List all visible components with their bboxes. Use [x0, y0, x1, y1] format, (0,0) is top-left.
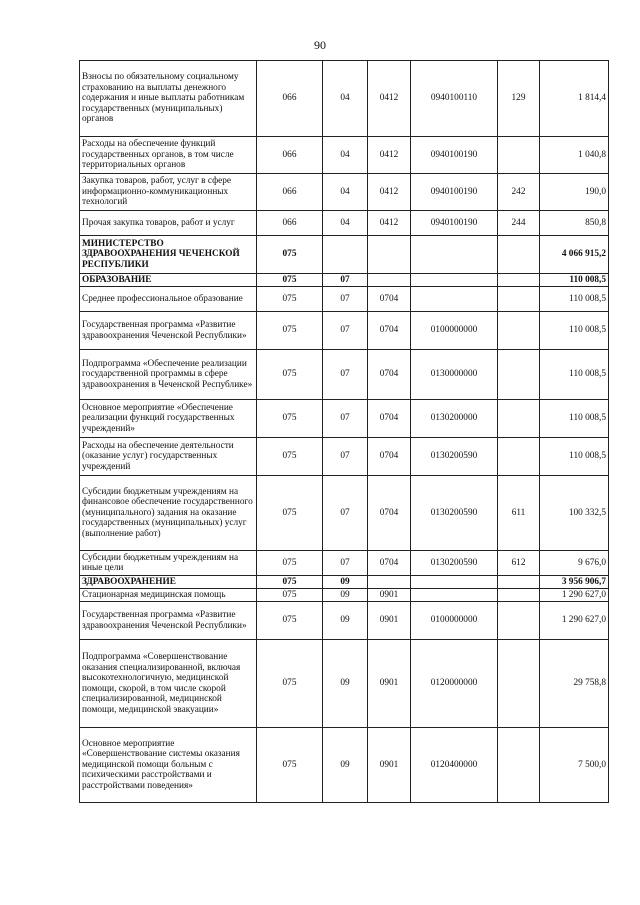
row-subsection-code: 0412	[368, 137, 411, 174]
row-expense-type-code	[498, 576, 540, 589]
row-subsection-code: 0901	[368, 728, 411, 803]
row-expense-type-code	[498, 274, 540, 287]
row-name: Прочая закупка товаров, работ и услуг	[80, 211, 257, 236]
row-amount: 1 814,4	[540, 61, 609, 137]
row-section-code: 04	[323, 211, 368, 236]
row-article-code: 0940100110	[411, 61, 498, 137]
row-article-code: 0130200590	[411, 476, 498, 551]
row-expense-type-code	[498, 312, 540, 350]
row-amount: 7 500,0	[540, 728, 609, 803]
row-article-code: 0120000000	[411, 640, 498, 728]
row-name: Государственная программа «Развитие здравоохранения Чеченской Республики»	[80, 602, 257, 640]
table-row	[80, 400, 609, 438]
row-name: Среднее профессиональное образование	[80, 287, 257, 312]
row-expense-type-code	[498, 400, 540, 438]
row-name: Субсидии бюджетным учреждениям на финансовое обеспечение государственного (муниципального) задания на оказание государственных (муниципальных) услуг (выполнение работ)	[80, 476, 257, 551]
row-expense-type-code	[498, 137, 540, 174]
row-ministry-code: 075	[257, 400, 323, 438]
row-name: Подпрограмма «Обеспечение реализации государственной программы в сфере здравоохранения в Чеченской Республике»	[80, 350, 257, 400]
row-article-code	[411, 274, 498, 287]
row-name: Взносы по обязательному социальному страхованию на выплаты денежного содержания и иные выплаты работникам государственных (муниципальных) органов	[80, 61, 257, 137]
row-amount: 9 676,0	[540, 551, 609, 576]
row-expense-type-code: 129	[498, 61, 540, 137]
table-row	[80, 640, 609, 728]
row-name: Субсидии бюджетным учреждениям на иные цели	[80, 551, 257, 576]
table-row	[80, 350, 609, 400]
row-subsection-code: 0412	[368, 61, 411, 137]
row-article-code: 0130000000	[411, 350, 498, 400]
table-row	[80, 438, 609, 476]
row-subsection-code: 0901	[368, 602, 411, 640]
row-section-code: 07	[323, 438, 368, 476]
row-amount: 100 332,5	[540, 476, 609, 551]
row-ministry-code: 075	[257, 438, 323, 476]
row-expense-type-code	[498, 236, 540, 274]
table-row	[80, 211, 609, 236]
row-article-code: 0100000000	[411, 602, 498, 640]
row-expense-type-code	[498, 350, 540, 400]
row-article-code	[411, 287, 498, 312]
row-expense-type-code: 242	[498, 174, 540, 211]
row-subsection-code	[368, 236, 411, 274]
row-name: Закупка товаров, работ, услуг в сфере информационно-коммуникационных технологий	[80, 174, 257, 211]
row-ministry-code: 075	[257, 576, 323, 589]
table-row	[80, 728, 609, 803]
row-section-code: 07	[323, 400, 368, 438]
row-subsection-code: 0901	[368, 589, 411, 602]
row-name: ОБРАЗОВАНИЕ	[80, 274, 257, 287]
row-article-code: 0940100190	[411, 211, 498, 236]
row-ministry-code: 075	[257, 312, 323, 350]
table-row	[80, 476, 609, 551]
row-amount: 110 008,5	[540, 312, 609, 350]
row-ministry-code: 075	[257, 476, 323, 551]
row-section-code: 07	[323, 350, 368, 400]
table-row	[80, 312, 609, 350]
row-subsection-code	[368, 274, 411, 287]
row-article-code: 0940100190	[411, 174, 498, 211]
table-row	[80, 236, 609, 274]
table-row	[80, 61, 609, 137]
row-ministry-code: 075	[257, 589, 323, 602]
row-section-code: 07	[323, 476, 368, 551]
row-amount: 110 008,5	[540, 400, 609, 438]
row-ministry-code: 066	[257, 211, 323, 236]
row-ministry-code: 066	[257, 174, 323, 211]
row-expense-type-code	[498, 589, 540, 602]
row-amount: 4 066 915,2	[540, 236, 609, 274]
row-article-code: 0130200000	[411, 400, 498, 438]
row-expense-type-code: 244	[498, 211, 540, 236]
row-subsection-code: 0704	[368, 476, 411, 551]
row-expense-type-code	[498, 438, 540, 476]
row-section-code: 09	[323, 589, 368, 602]
row-expense-type-code: 612	[498, 551, 540, 576]
row-article-code: 0940100190	[411, 137, 498, 174]
row-amount: 110 008,5	[540, 287, 609, 312]
row-amount: 1 290 627,0	[540, 589, 609, 602]
row-section-code: 09	[323, 602, 368, 640]
row-expense-type-code: 611	[498, 476, 540, 551]
row-amount: 110 008,5	[540, 274, 609, 287]
row-name: Расходы на обеспечение деятельности (оказание услуг) государственных учреждений	[80, 438, 257, 476]
row-section-code: 07	[323, 274, 368, 287]
row-name: ЗДРАВООХРАНЕНИЕ	[80, 576, 257, 589]
row-article-code	[411, 589, 498, 602]
row-subsection-code: 0704	[368, 400, 411, 438]
page-number: 90	[314, 38, 326, 52]
row-subsection-code: 0704	[368, 287, 411, 312]
row-article-code: 0130200590	[411, 438, 498, 476]
row-name: Государственная программа «Развитие здравоохранения Чеченской Республики»	[80, 312, 257, 350]
row-section-code: 07	[323, 287, 368, 312]
row-article-code: 0120400000	[411, 728, 498, 803]
table-row	[80, 287, 609, 312]
budget-table	[79, 60, 609, 803]
row-name: Основное мероприятие «Обеспечение реализации функций государственных учреждений»	[80, 400, 257, 438]
row-ministry-code: 066	[257, 61, 323, 137]
row-subsection-code: 0704	[368, 551, 411, 576]
row-name: Подпрограмма «Совершенствование оказания специализированной, включая высокотехнологичную, медицинской помощи, скорой, в том числе скорой специализированной, медицинской помощи, медицинской эвакуации»	[80, 640, 257, 728]
row-ministry-code: 075	[257, 274, 323, 287]
row-amount: 110 008,5	[540, 350, 609, 400]
row-subsection-code	[368, 576, 411, 589]
row-article-code	[411, 236, 498, 274]
row-amount: 110 008,5	[540, 438, 609, 476]
table-row	[80, 174, 609, 211]
row-subsection-code: 0704	[368, 350, 411, 400]
row-ministry-code: 075	[257, 551, 323, 576]
row-subsection-code: 0704	[368, 312, 411, 350]
row-section-code: 04	[323, 174, 368, 211]
table-row	[80, 589, 609, 602]
row-subsection-code: 0901	[368, 640, 411, 728]
row-subsection-code: 0412	[368, 174, 411, 211]
row-amount: 3 956 906,7	[540, 576, 609, 589]
row-name: МИНИСТЕРСТВО ЗДРАВООХРАНЕНИЯ ЧЕЧЕНСКОЙ РЕСПУБЛИКИ	[80, 236, 257, 274]
row-amount: 190,0	[540, 174, 609, 211]
row-article-code: 0100000000	[411, 312, 498, 350]
row-ministry-code: 075	[257, 640, 323, 728]
row-expense-type-code	[498, 602, 540, 640]
table-row	[80, 137, 609, 174]
row-section-code: 04	[323, 137, 368, 174]
row-ministry-code: 075	[257, 728, 323, 803]
row-amount: 850,8	[540, 211, 609, 236]
row-expense-type-code	[498, 728, 540, 803]
row-article-code: 0130200590	[411, 551, 498, 576]
row-amount: 1 290 627,0	[540, 602, 609, 640]
row-name: Стационарная медицинская помощь	[80, 589, 257, 602]
table-row	[80, 274, 609, 287]
table-row	[80, 602, 609, 640]
table-row	[80, 551, 609, 576]
row-section-code: 09	[323, 728, 368, 803]
row-ministry-code: 075	[257, 350, 323, 400]
row-name: Расходы на обеспечение функций государственных органов, в том числе территориальных органов	[80, 137, 257, 174]
row-amount: 1 040,8	[540, 137, 609, 174]
row-section-code: 07	[323, 551, 368, 576]
row-section-code: 07	[323, 312, 368, 350]
row-subsection-code: 0704	[368, 438, 411, 476]
row-subsection-code: 0412	[368, 211, 411, 236]
row-ministry-code: 075	[257, 287, 323, 312]
row-ministry-code: 075	[257, 602, 323, 640]
row-article-code	[411, 576, 498, 589]
table-row	[80, 576, 609, 589]
row-section-code: 09	[323, 576, 368, 589]
row-section-code: 04	[323, 61, 368, 137]
row-ministry-code: 075	[257, 236, 323, 274]
row-section-code: 09	[323, 640, 368, 728]
row-expense-type-code	[498, 640, 540, 728]
row-name: Основное мероприятие «Совершенствование системы оказания медицинской помощи больным с психическими расстройствами и расстройствами поведения»	[80, 728, 257, 803]
row-section-code	[323, 236, 368, 274]
row-ministry-code: 066	[257, 137, 323, 174]
row-expense-type-code	[498, 287, 540, 312]
row-amount: 29 758,8	[540, 640, 609, 728]
